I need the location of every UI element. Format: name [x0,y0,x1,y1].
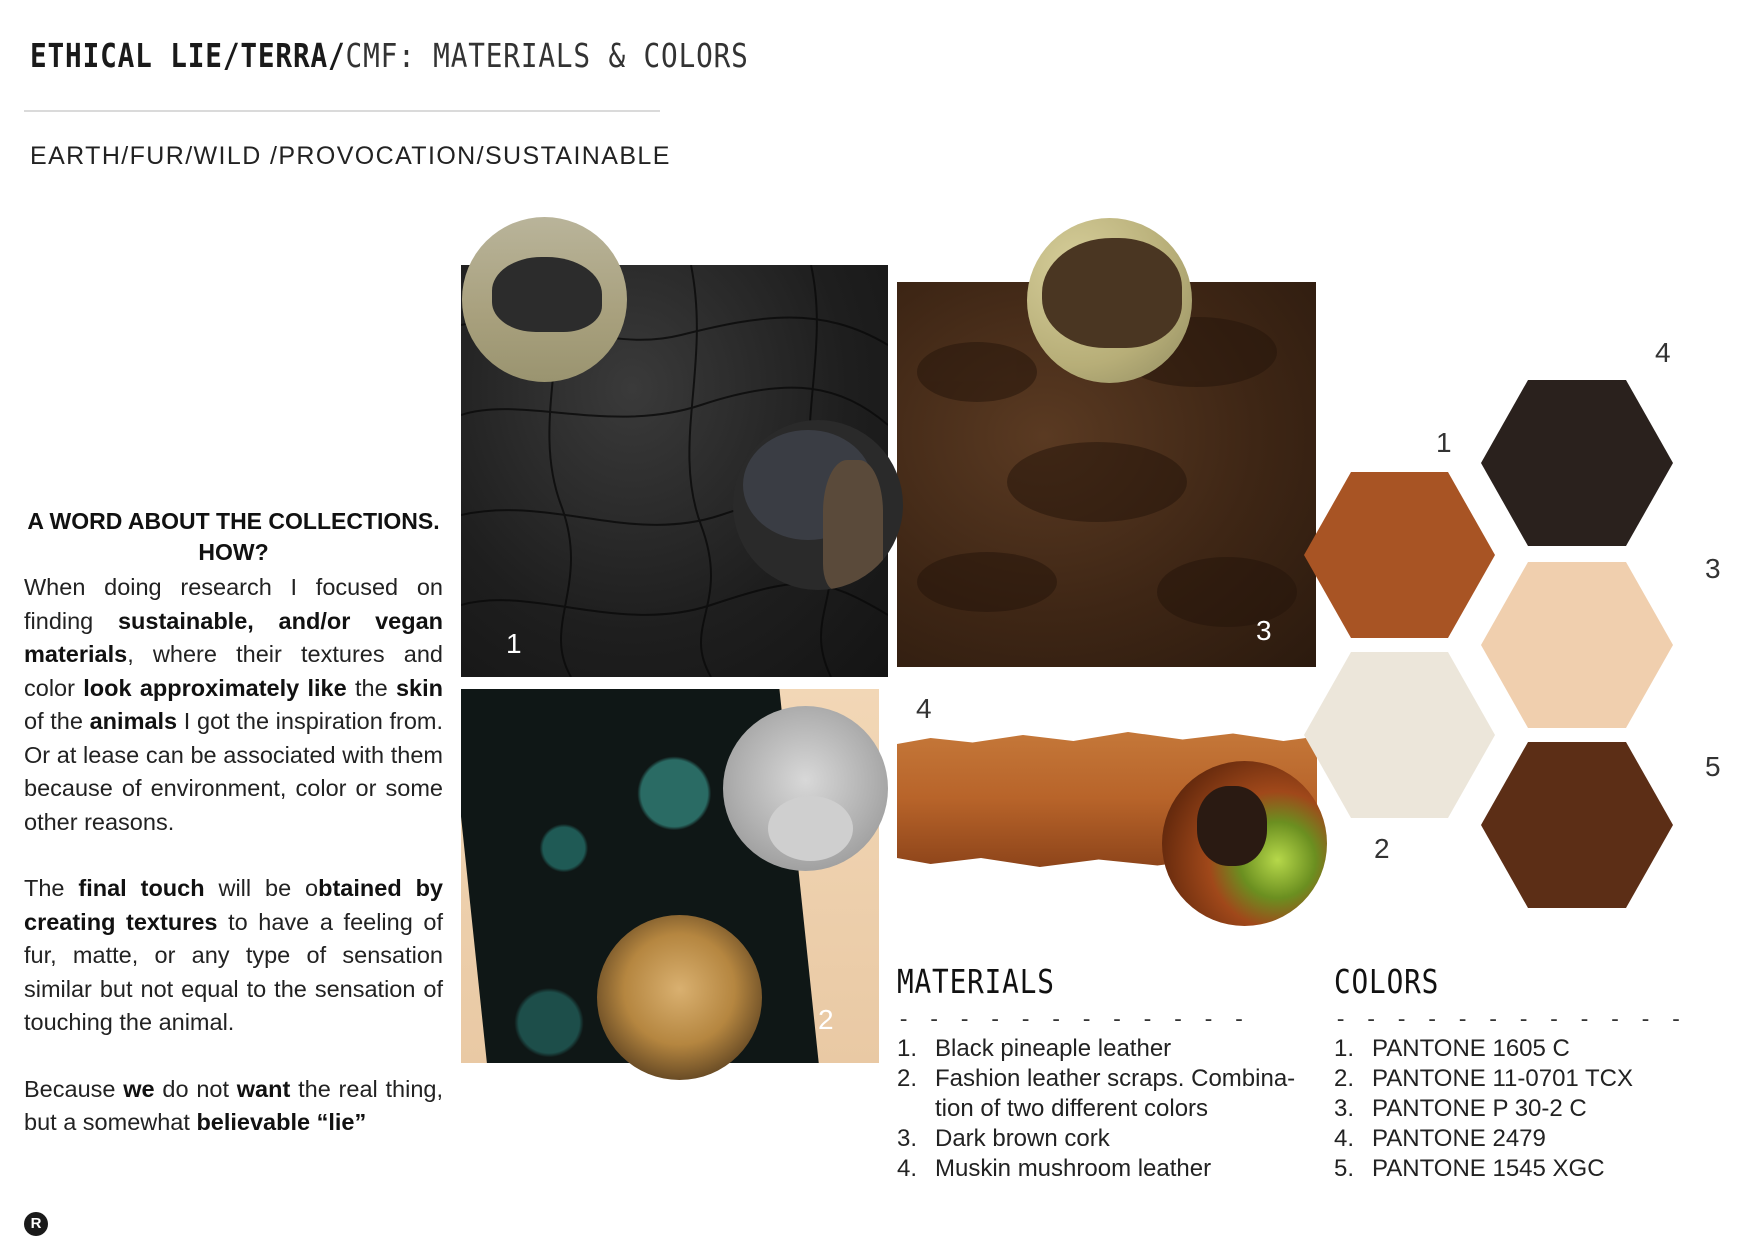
title-separator: / [222,36,241,75]
elephant-photo [733,420,903,590]
materials-section [897,962,1317,1184]
emphasis-text: skin [395,674,444,701]
emphasis-text: sustainable, and/or vegan materials [24,607,443,667]
colors-dashes: - - - - - - - - - - - - [1334,1007,1685,1032]
body-text: will be o [204,875,319,901]
bison-photo [1027,218,1192,383]
color-hexagon-4 [1481,380,1673,546]
colors-list [1334,1034,1734,1184]
swatch-number-2: 2 [818,1004,834,1035]
colors-section [1334,962,1734,1184]
list-item: 3. PANTONE P 30-2 C [1334,1095,1587,1122]
title-section: CMF: MATERIALS & COLORS [345,36,749,75]
title-separator: / [328,36,346,75]
body-text: of the [24,708,90,734]
title-brand: ETHICAL LIE [30,36,223,75]
color-label-4: 4 [1655,337,1671,368]
color-label-5: 5 [1705,751,1721,782]
title-divider [24,110,660,112]
list-item: 1. PANTONE 1605 C [1334,1035,1570,1062]
swatch-number-1: 1 [506,628,522,659]
body-text: do not [154,1075,237,1102]
intro-heading-line2: HOW? [198,539,269,565]
list-item: 1. Black pineaple leather [897,1035,1172,1062]
list-item: 5. PANTONE 1545 XGC [1334,1155,1605,1182]
body-text: the [346,674,396,701]
body-text: the real thing, but a somewhat [24,1075,444,1135]
body-text: The [24,875,79,901]
body-text: When doing research I focused on finding [24,574,443,634]
intro-paragraph-1 [24,571,443,839]
materials-heading: MATERIALS [897,962,1055,1001]
list-item: 2. Fashion leather scraps. Combina-tion of two different colors [897,1065,1296,1122]
body-text: I got the inspiration from. Or at lease can be associated with them because of environment, color or some other reasons. [24,708,443,835]
leopard-photo [597,915,762,1080]
list-item: 4. PANTONE 2479 [1334,1125,1546,1152]
color-hexagon-5 [1481,742,1673,908]
snow-leopards-photo [723,706,888,871]
color-hexagon-2 [1304,652,1495,818]
emphasis-text: believable “lie” [196,1109,367,1135]
colors-heading: COLORS [1334,962,1440,1001]
color-hexagon-1 [1304,472,1495,638]
emphasis-text: look approximately like [83,674,347,701]
materials-dashes: - - - - - - - - - - - - [897,1007,1248,1032]
materials-list [897,1034,1317,1184]
intro-heading [24,506,443,568]
intro-heading-line1: A WORD ABOUT THE COLLECTIONS. [27,508,440,534]
emphasis-text: animals [89,708,178,734]
color-label-3: 3 [1705,553,1721,584]
intro-paragraph-3 [24,1073,443,1140]
list-item: 4. Muskin mushroom leather [897,1155,1212,1182]
swatch-number-3: 3 [1256,615,1272,646]
body-text: Because [24,1075,124,1102]
emphasis-text: want [236,1075,291,1102]
emphasis-text: btained by creating textures [24,875,444,935]
list-item: 3. Dark brown cork [897,1125,1110,1152]
swatch-number-4: 4 [916,693,932,724]
page-title [30,36,749,75]
body-text: to have a feeling of fur, matte, or any type of sensation similar but not equal to the sensation of touching the animal. [24,908,443,1035]
intro-section [24,506,443,1173]
orangutan-photo [1162,761,1327,926]
page-subtitle: EARTH/FUR/WILD /PROVOCATION/SUSTAINABLE [30,142,671,170]
emphasis-text: we [123,1075,155,1102]
emphasis-text: final touch [78,875,205,901]
intro-paragraph-2 [24,872,443,1040]
rhino-photo [462,217,627,382]
color-hexagon-3 [1481,562,1673,728]
color-label-1: 1 [1436,427,1452,458]
brand-logo-icon: R [24,1212,48,1236]
body-text: , where their textures and color [24,641,443,701]
color-label-2: 2 [1374,833,1390,864]
list-item: 2. PANTONE 11-0701 TCX [1334,1065,1633,1092]
title-collection: TERRA [240,36,329,75]
